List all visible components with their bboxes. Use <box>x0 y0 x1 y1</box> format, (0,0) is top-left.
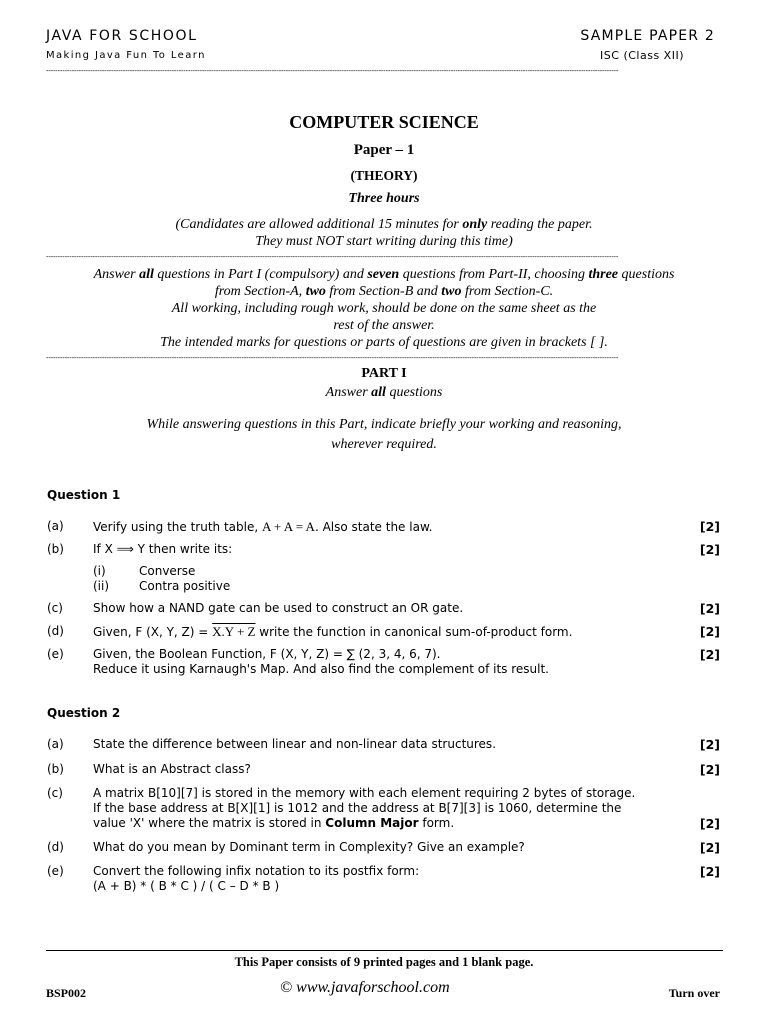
instruction-line-3: All working, including rough work, should be done on the same sheet as the <box>171 301 597 316</box>
instruction-line-2: from Section-A, two from Section-B and two from Section-C. <box>214 284 554 299</box>
duration: Three hours <box>348 191 420 206</box>
header-title: JAVA FOR SCHOOL <box>46 28 198 44</box>
instruction-line-1: Answer all questions in Part I (compulsory) and seven questions from Part-II, choosing three questions <box>93 267 675 282</box>
footer-divider <box>46 950 723 951</box>
header-class: ISC (Class XII) <box>600 49 684 62</box>
extra-time-note: (Candidates are allowed additional 15 minutes for only reading the paper. <box>175 217 593 232</box>
instructions-divider-top: ------------------------------------------------------------------------------------------------------------------------------------------------------------------------------------------------------------------------------------------------------ <box>46 254 619 261</box>
question-2-heading: Question 2 <box>47 706 121 720</box>
page-count-note: This Paper consists of 9 printed pages and 1 blank page. <box>234 955 534 969</box>
header-paper: SAMPLE PAPER 2 <box>580 28 715 44</box>
question-1-heading: Question 1 <box>47 488 121 502</box>
extra-time-note-2: They must NOT start writing during this time) <box>255 234 513 249</box>
turn-over-note: Turn over <box>668 986 720 1000</box>
paper-type: (THEORY) <box>350 168 418 183</box>
question-1b-ii: (ii) Contra positive <box>93 579 231 593</box>
instruction-line-5: The intended marks for questions or parts of questions are given in brackets [ ]. <box>160 335 608 350</box>
part-note-1: While answering questions in this Part, indicate briefly your working and reasoning, <box>146 417 622 432</box>
paper-code: BSP002 <box>46 986 87 1000</box>
part-note-2: wherever required. <box>331 437 437 452</box>
part-subtitle: Answer all questions <box>325 385 443 400</box>
question-1b-i: (i) Converse <box>93 564 196 578</box>
header-divider: ------------------------------------------------------------------------------------------------------------------------------------------------------------------------------------------------------------------------------------------------------ <box>46 68 619 75</box>
instruction-line-4: rest of the answer. <box>333 318 435 333</box>
part-title: PART I <box>361 366 407 381</box>
instructions-divider-bottom: ------------------------------------------------------------------------------------------------------------------------------------------------------------------------------------------------------------------------------------------------------ <box>46 355 619 362</box>
website-credit: © www.javaforschool.com <box>280 979 450 996</box>
subject-title: COMPUTER SCIENCE <box>289 112 479 132</box>
header-subtitle: Making Java Fun To Learn <box>46 50 206 61</box>
paper-number: Paper – 1 <box>353 142 415 158</box>
